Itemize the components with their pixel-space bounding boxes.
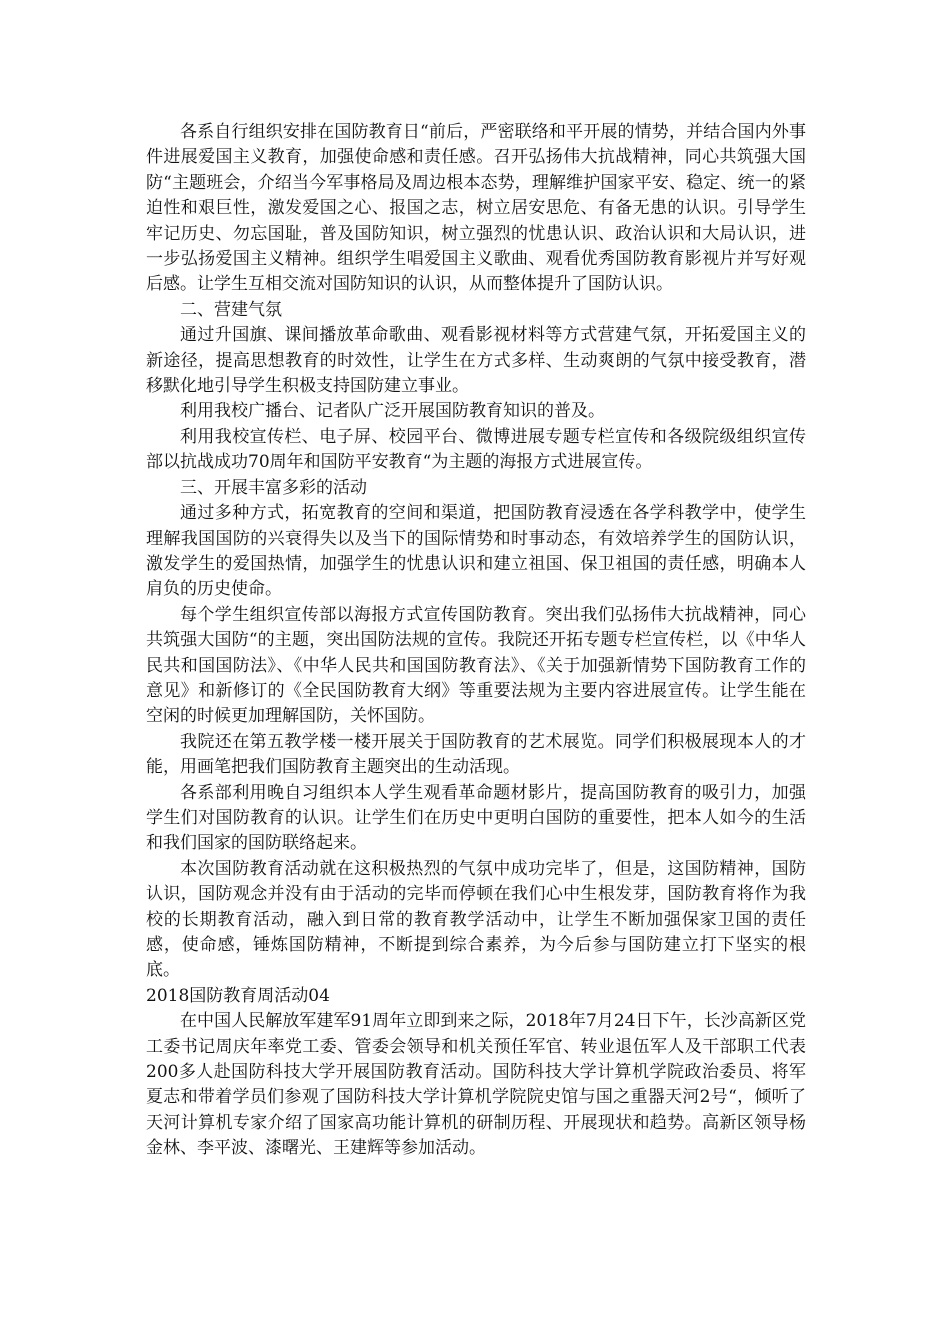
- section-heading: 三、开展丰富多彩的活动: [180, 477, 367, 498]
- paragraph: 各系部利用晚自习组织本人学生观看革命题材影片，提高国防教育的吸引力，加强学生们对国防教育的认识。让学生们在历史中更明白国防的重要性，把本人如今的生活和我们国家的国防联络起来。: [146, 782, 806, 854]
- paragraph: 各系自行组织安排在国防教育日“前后，严密联络和平开展的情势，并结合国内外事件进展爱国主义教育，加强使命感和责任感。召开弘扬伟大抗战精神，同心共筑强大国防“主题班会，介绍当今军事格局及周边根本态势，理解维护国家平安、稳定、统一的紧迫性和艰巨性，激发爱国之心、报国之志，树立居安思危、有备无患的认识。引导学生牢记历史、勿忘国耻，普及国防知识，树立强烈的忧患认识、政治认识和大局认识，进一步弘扬爱国主义精神。组织学生唱爱国主义歌曲、观看优秀国防教育影视片并写好观后感。让学生互相交流对国防知识的认识，从而整体提升了国防认识。: [146, 122, 806, 295]
- paragraph: 通过升国旗、课间播放革命歌曲、观看影视材料等方式营建气氛，开拓爱国主义的新途径，提高思想教育的时效性，让学生在方式多样、生动爽朗的气氛中接受教育，潜移默化地引导学生积极支持国防建立事业。: [146, 325, 806, 397]
- paragraph: 利用我校宣传栏、电子屏、校园平台、微博进展专题专栏宣传和各级院级组织宣传部以抗战成功70周年和国防平安教育“为主题的海报方式进展宣传。: [146, 426, 806, 473]
- article-title: 2018国防教育周活动04: [146, 985, 330, 1006]
- paragraph: 本次国防教育活动就在这积极热烈的气氛中成功完毕了，但是，这国防精神，国防认识，国防观念并没有由于活动的完毕而停顿在我们心中生根发芽，国防教育将作为我校的长期教育活动，融入到日常的教育教学活动中，让学生不断加强保家卫国的责任感，使命感，锤炼国防精神，不断提到综合素养，为今后参与国防建立打下坚实的根底。: [146, 858, 806, 981]
- paragraph: 在中国人民解放军建军91周年立即到来之际，2018年7月24日下午，长沙高新区党工委书记周庆年率党工委、管委会领导和机关预任军官、转业退伍军人及干部职工代表200多人赴国防科技大学开展国防教育活动。国防科技大学计算机学院政治委员、将军夏志和带着学员们参观了国防科技大学计算机学院院史馆与国之重器天河2号“，倾听了天河计算机专家介绍了国家高功能计算机的研制历程、开展现状和趋势。高新区领导杨金林、李平波、漆曙光、王建辉等参加活动。: [146, 1011, 806, 1159]
- section-heading: 二、营建气氛: [180, 299, 282, 320]
- paragraph: 通过多种方式，拓宽教育的空间和渠道，把国防教育浸透在各学科教学中，使学生理解我国国防的兴衰得失以及当下的国际情势和时事动态，有效培养学生的国防认识，激发学生的爱国热情，加强学生的忧患认识和建立祖国、保卫祖国的责任感，明确本人肩负的历史使命。: [146, 503, 806, 600]
- paragraph: 每个学生组织宣传部以海报方式宣传国防教育。突出我们弘扬伟大抗战精神，同心共筑强大国防“的主题，突出国防法规的宣传。我院还开拓专题专栏宣传栏，以《中华人民共和国国防法》、《中华人民共和国国防教育法》、《关于加强新情势下国防教育工作的意见》和新修订的《全民国防教育大纲》等重要法规为主要内容进展宣传。让学生能在空闲的时候更加理解国防，关怀国防。: [146, 604, 806, 727]
- document-page: [146, 120, 806, 1162]
- paragraph: 利用我校广播台、记者队广泛开展国防教育知识的普及。: [180, 401, 605, 422]
- paragraph: 我院还在第五教学楼一楼开展关于国防教育的艺术展览。同学们积极展现本人的才能，用画笔把我们国防教育主题突出的生动活现。: [146, 731, 806, 778]
